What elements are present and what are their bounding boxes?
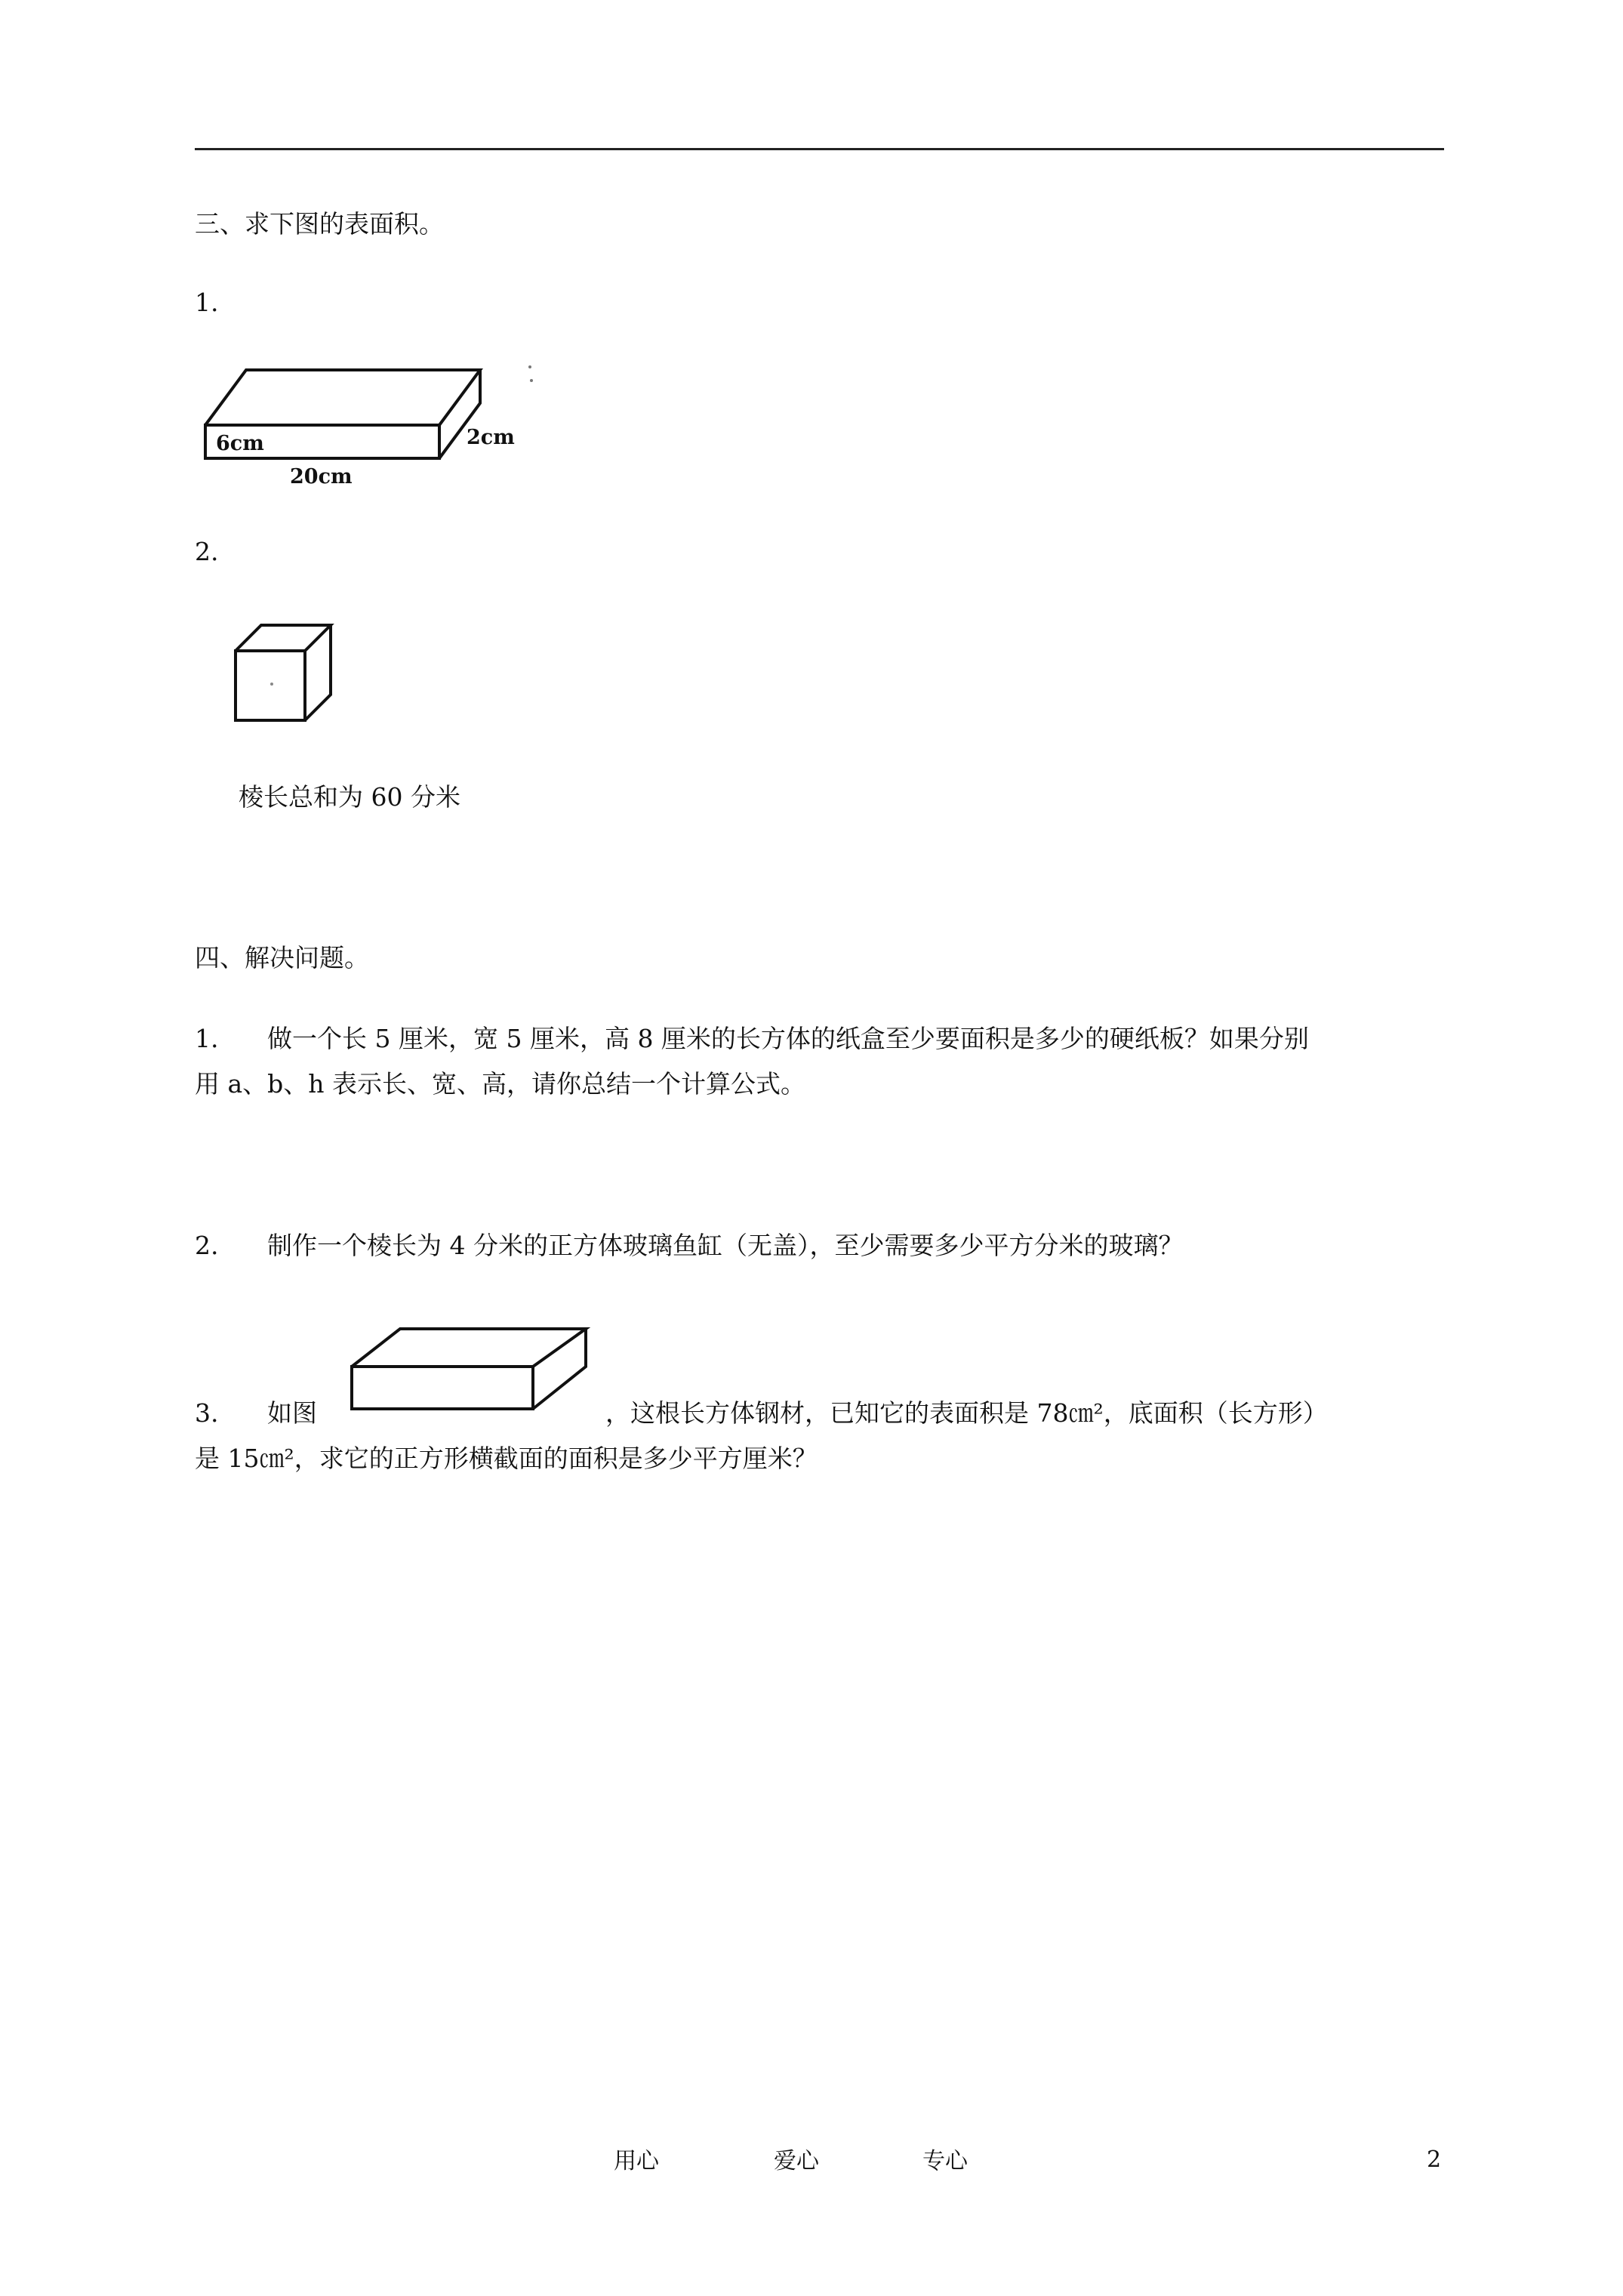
s4-q3-line1-rest: ，这根长方体钢材，已知它的表面积是 78㎝²，底面积（长方形） xyxy=(605,1398,1328,1428)
s4-q2-number: 2. xyxy=(195,1231,219,1260)
cuboid-figure xyxy=(198,361,545,489)
s4-q2-line xyxy=(195,1231,1183,1261)
s4-q3-line1-start xyxy=(195,1398,317,1428)
steel-bar-figure xyxy=(349,1323,598,1421)
s4-q3-line2: 是 15㎝²，求它的正方形横截面的面积是多少平方厘米？ xyxy=(195,1444,818,1473)
s4-q1-text-line2: 用 a、b、h 表示长、宽、高，请你总结一个计算公式。 xyxy=(195,1069,806,1099)
s4-q3-prefix: 如图 xyxy=(267,1398,317,1428)
label-length: 20cm xyxy=(290,465,353,488)
s4-q1-number: 1. xyxy=(195,1024,219,1053)
footer-item-3: 专心 xyxy=(922,2148,968,2174)
s4-q3-number: 3. xyxy=(195,1398,219,1428)
cube-figure xyxy=(228,618,341,731)
footer-item-1: 用心 xyxy=(614,2148,659,2174)
s3-q1-number: 1. xyxy=(195,288,219,317)
label-depth: 6cm xyxy=(216,432,264,455)
s3-q2-number: 2. xyxy=(195,537,219,566)
s4-q2-text: 制作一个棱长为 4 分米的正方体玻璃鱼缸（无盖），至少需要多少平方分米的玻璃？ xyxy=(267,1231,1184,1260)
footer-item-2: 爱心 xyxy=(774,2148,819,2174)
s4-q1-line1 xyxy=(195,1024,1309,1054)
section-four-heading: 四、解决问题。 xyxy=(195,943,369,972)
s3-q2-caption: 棱长总和为 60 分米 xyxy=(239,782,460,812)
page-number: 2 xyxy=(1427,2147,1442,2173)
s4-q1-text-line1: 做一个长 5 厘米，宽 5 厘米，高 8 厘米的长方体的纸盒至少要面积是多少的硬纸板？如果分别 xyxy=(267,1024,1309,1053)
section-three-heading: 三、求下图的表面积。 xyxy=(195,209,444,239)
label-height: 2cm xyxy=(467,426,515,449)
header-rule xyxy=(195,148,1444,150)
